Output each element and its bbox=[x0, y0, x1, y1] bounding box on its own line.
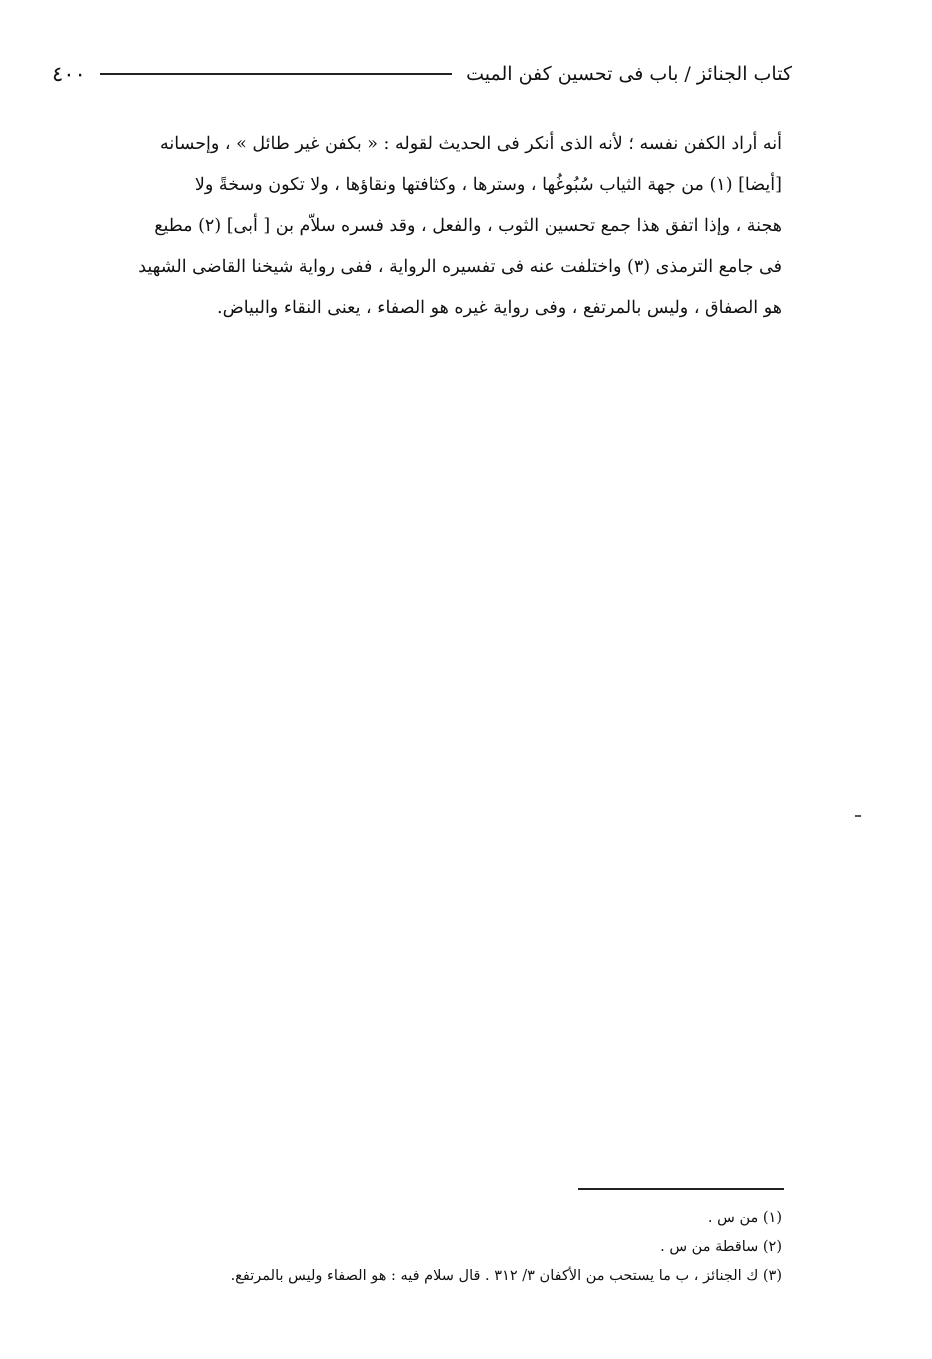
footnote-separator bbox=[578, 1188, 784, 1190]
header-rule bbox=[100, 73, 452, 75]
page-number: ٤٠٠ bbox=[52, 62, 86, 86]
footnotes bbox=[60, 1204, 782, 1291]
text-line: هو الصفاق ، وليس بالمرتفع ، وفى رواية غيره هو الصفاء ، يعنى النقاء والبياض. bbox=[217, 298, 782, 318]
main-text bbox=[46, 124, 782, 329]
text-line: أنه أراد الكفن نفسه ؛ لأنه الذى أنكر فى الحديث لقوله : « بكفن غير طائل » ، وإحسانه bbox=[160, 134, 782, 154]
text-line: فى جامع الترمذى (٣) واختلفت عنه فى تفسيره الرواية ، ففى رواية شيخنا القاضى الشهيد bbox=[138, 257, 782, 277]
scan-speck bbox=[855, 815, 861, 817]
text-line: [أيضا] (١) من جهة الثياب سُبُوغُها ، وسترها ، وكثافتها ونقاؤها ، ولا تكون وسخةً ولا bbox=[194, 175, 782, 195]
chapter-title: كتاب الجنائز / باب فى تحسين كفن الميت bbox=[466, 63, 792, 85]
text-line: هجنة ، وإذا اتفق هذا جمع تحسين الثوب ، والفعل ، وقد فسره سلاّم بن [ أبى] (٢) مطيع bbox=[154, 216, 782, 236]
footnote-2: (٢) ساقطة من س . bbox=[660, 1239, 782, 1255]
running-header bbox=[40, 56, 792, 92]
footnote-1: (١) من س . bbox=[707, 1210, 782, 1226]
footnote-3: (٣) ك الجنائز ، ب ما يستحب من الأكفان ٣/ ٣١٢ . قال سلام فيه : هو الصفاء وليس بالمرتفع. bbox=[230, 1268, 782, 1284]
